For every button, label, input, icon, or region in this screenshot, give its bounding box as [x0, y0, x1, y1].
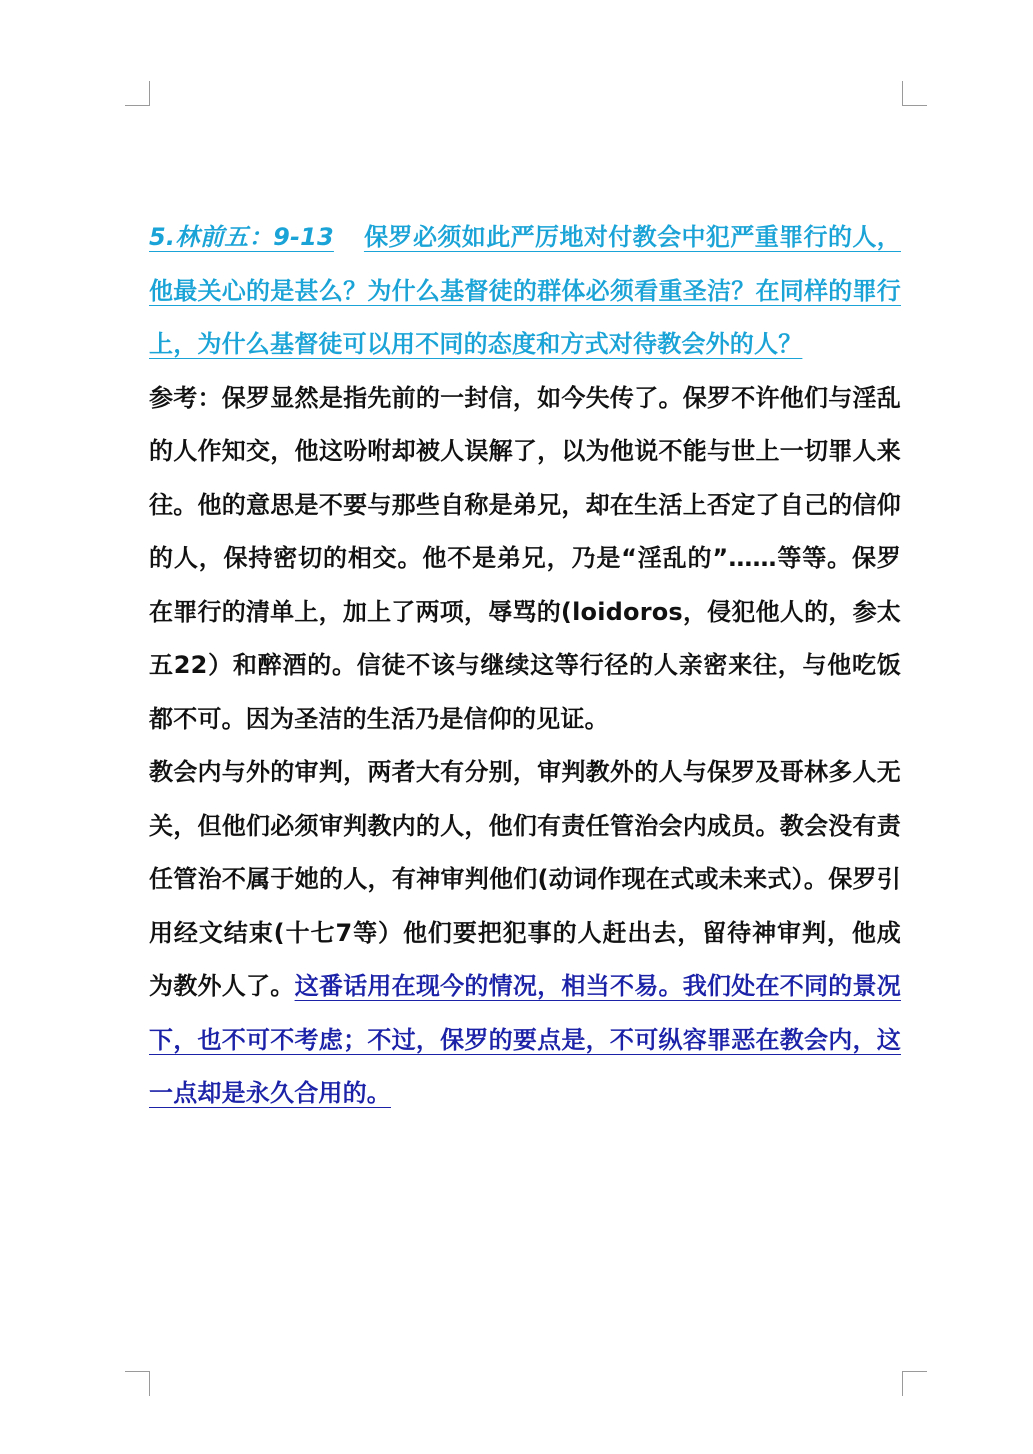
- judgment-paragraph: [149, 746, 901, 1121]
- document-body: [149, 211, 901, 1121]
- reference-paragraph: 参考：保罗显然是指先前的一封信，如今失传了。保罗不许他们与淫乱的人作知交，他这吩咐却被人误解了，以为他说不能与世上一切罪人来往。他的意思是不要与那些自称是弟兄，却在生活上否定了自己的信仰的人，保持密切的相交。他不是弟兄，乃是“淫乱的”……等等。保罗在罪行的清单上，加上了两项，辱骂的(loidoros，侵犯他人的，参太五22）和醉酒的。信徒不该与继续这等行径的人亲密来往，与他吃饭都不可。因为圣洁的生活乃是信仰的见证。: [149, 383, 901, 733]
- corner-mark-top-left: [125, 81, 150, 106]
- corner-mark-bottom-left: [125, 1371, 150, 1396]
- corner-mark-bottom-right: [902, 1371, 927, 1396]
- question-text: 保罗必须如此严厉地对付教会中犯严重罪行的人，他最关心的是甚么？为什么基督徒的群体必须看重圣洁？在同样的罪行上，为什么基督徒可以用不同的态度和方式对待教会外的人？: [149, 223, 901, 358]
- highlighted-conclusion: 这番话用在现今的情况，相当不易。我们处在不同的景况下，也不可不考虑；不过，保罗的要点是，不可纵容罪恶在教会内，这一点却是永久合用的。: [149, 972, 901, 1107]
- scripture-reference: 5.林前五：9-13: [149, 223, 334, 251]
- corner-mark-top-right: [902, 81, 927, 106]
- study-question: [149, 211, 901, 372]
- judgment-text: 教会内与外的审判，两者大有分别，审判教外的人与保罗及哥林多人无关，但他们必须审判教内的人，他们有责任管治会内成员。教会没有责任管治不属于她的人，有神审判他们(动词作现在式或未来式）。保罗引用经文结束(十七7等）他们要把犯事的人赶出去，留待神审判，他成为教外人了。: [149, 758, 901, 1000]
